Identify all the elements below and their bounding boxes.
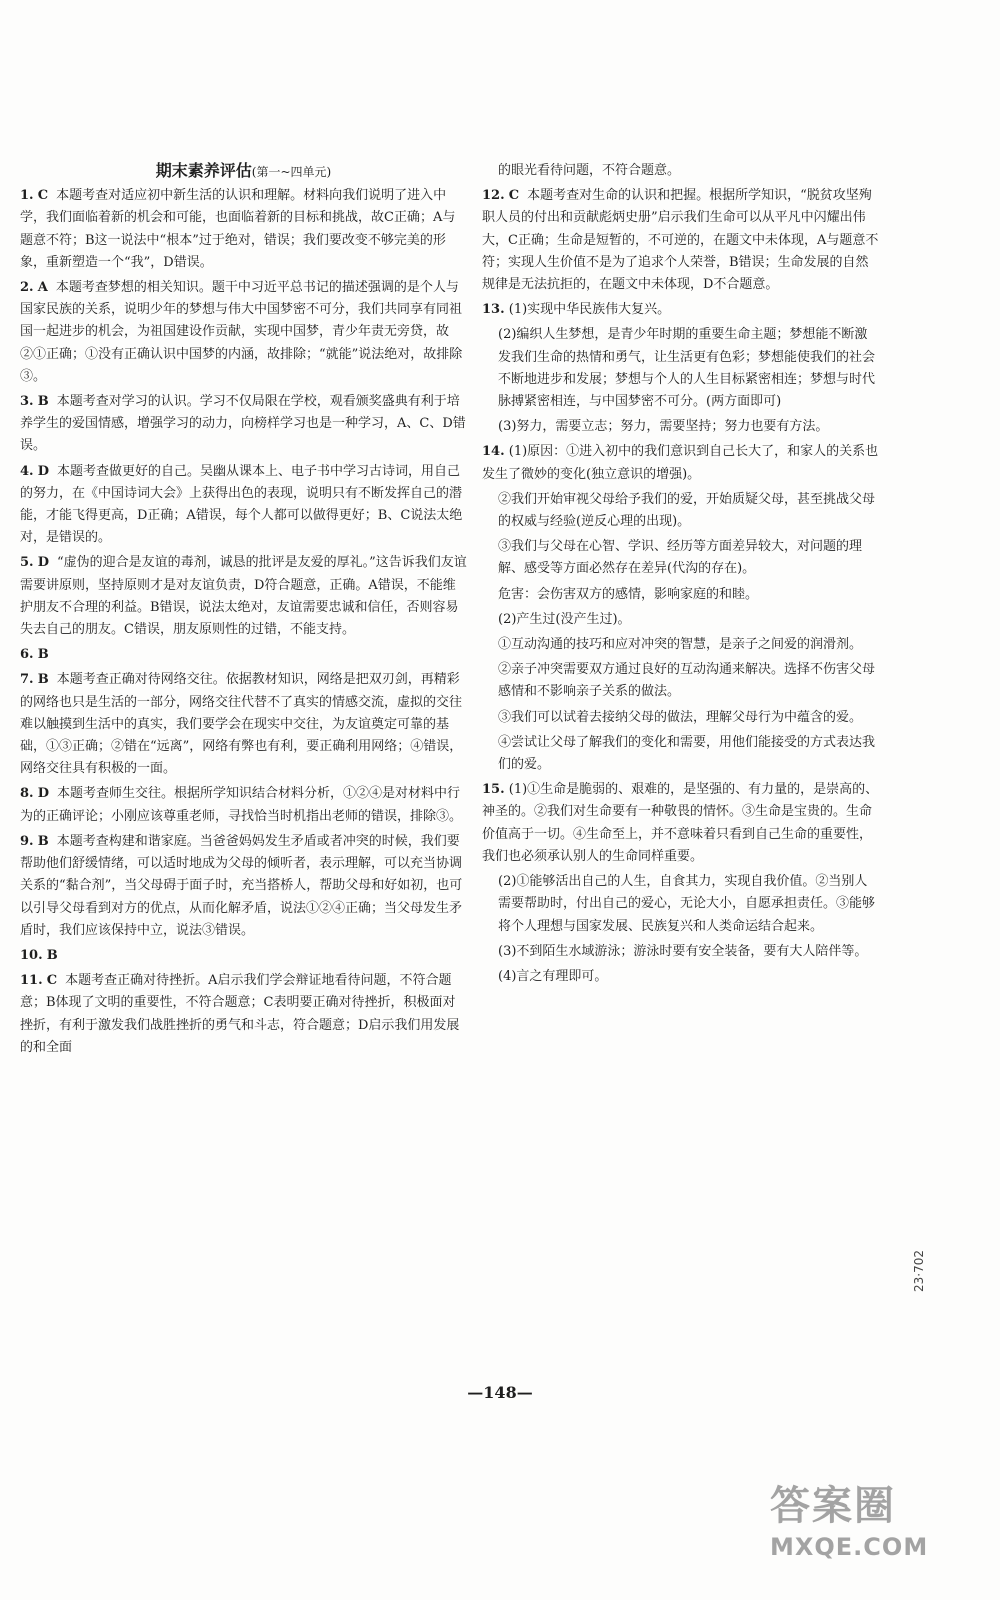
answer-explanation: (4)言之有理即可。 [498,968,608,984]
answer-item [20,185,467,274]
answer-item [20,461,467,550]
answer-item [482,584,880,606]
answer-explanation: ②亲子冲突需要双方通过良好的互动沟通来解决。选择不伤害父母感情和不影响亲子关系的做法。 [498,662,876,700]
answer-item [482,871,880,938]
left-column [20,160,467,1062]
answer-explanation: (2)①能够活出自己的人生，自食其力，实现自我价值。②当别人需要帮助时，付出自己的爱心，无论大小，自愿承担责任。③能够将个人理想与国家发展、民族复兴和人类命运结合起来。 [498,874,876,934]
answer-explanation: 本题考查师生交往。根据所学知识结合材料分析，①②④是对材料中行为的正确评论；小刚应该尊重老师，寻找恰当时机指出老师的错误，排除③。 [20,786,463,824]
answer-explanation: ③我们与父母在心智、学识、经历等方面差异较大，对问题的理解、感受等方面必然存在差异(代沟的存在)。 [498,539,863,577]
question-number: 7. [20,672,34,688]
answer-explanation: 本题考查对学习的认识。学习不仅局限在学校，观看颁奖盛典有利于培养学生的爱国情感，增强学习的动力，向榜样学习也是一种学习，A、C、D错误。 [20,394,466,454]
question-number: 11. [20,973,43,989]
answer-explanation: (1)原因：①进入初中的我们意识到自己长大了，和家人的关系也发生了微妙的变化(独立意识的增强)。 [482,444,879,482]
watermark-logo: 答案圈 [770,1483,896,1529]
answer-explanation: 本题考查对适应初中新生活的认识和理解。材料向我们说明了进入中学，我们面临着新的机会和可能，也面临着新的目标和挑战，故C正确；A与题意不符；B这一说法中“根本”过于绝对，错误；我们要改变不够完美的形象，重新塑造一个“我”，D错误。 [20,188,456,270]
question-number: 1. [20,188,34,204]
answer-explanation: 危害：会伤害双方的感情，影响家庭的和睦。 [498,586,759,602]
answer-item [20,644,467,666]
answer-list-left [20,185,467,1059]
answer-item [482,536,880,580]
answer-explanation: 本题考查做更好的自己。吴幽从课本上、电子书中学习古诗词，用自己的努力，在《中国诗词大会》上获得出色的表现，说明只有不断发挥自己的潜能，才能飞得更高，D正确；A错误，每个人都可以做得更好；B、C说法太绝对，是错误的。 [20,463,463,546]
side-code: 23·702 [912,1250,926,1292]
answer-letter: D [37,555,49,571]
answer-letter: B [46,947,58,963]
answer-explanation: (2)编织人生梦想，是青少年时期的重要生命主题；梦想能不断激发我们生命的热情和勇气，让生活更有色彩；梦想能使我们的社会不断地进步和发展；梦想与个人的人生目标紧密相连；梦想与时代脉搏紧密相连，与中国梦密不可分。(两方面即可) [498,327,876,410]
answer-letter: C [508,188,520,204]
title-main: 期末素养评估 [155,161,252,180]
answer-explanation: 本题考查正确对待网络交往。依据教材知识，网络是把双刃剑，再精彩的网络也只是生活的一部分，网络交往代替不了真实的情感交流，虚拟的交往难以触摸到生活中的真实，我们要学会在现实中交往，为友谊奠定可靠的基础，①③正确；②错在“远离”，网络有弊也有利，要正确利用网络；④错误，网络交往具有积极的一面。 [20,672,463,777]
answer-explanation: 本题考查正确对待挫折。A启示我们学会辩证地看待问题，不符合题意；B体现了文明的重要性，不符合题意；C表明要正确对待挫折，积极面对挫折，有利于激发我们战胜挫折的勇气和斗志，符合题意；D启示我们用发展的和全面 [20,973,460,1055]
question-number: 12. [482,188,505,204]
answer-item [482,489,880,533]
right-column [482,160,880,991]
answer-letter: B [37,833,49,849]
answer-item [482,185,880,296]
answer-explanation: (1)①生命是脆弱的、艰难的，是坚强的、有力量的，是崇高的、神圣的。②我们对生命要有一种敬畏的情怀。③生命是宝贵的。生命价值高于一切。④生命至上，并不意味着只看到自己生命的重要性，我们也必须承认别人的生命同样重要。 [482,782,879,864]
question-number: 15. [482,782,505,798]
question-number: 9. [20,833,34,849]
answer-explanation: 本题考查梦想的相关知识。题干中习近平总书记的描述强调的是个人与国家民族的关系，说明少年的梦想与伟大中国梦密不可分，我们共同享有同祖国一起进步的机会，为祖国建设作贡献，实现中国梦，青少年责无旁贷，故②①正确；①没有正确认识中国梦的内涵，故排除；“就能”说法绝对，故排除③。 [20,280,463,384]
answer-item [482,634,880,656]
answer-letter: D [37,463,49,479]
answer-item [482,416,880,438]
answer-item [20,391,467,458]
answer-explanation: ①互动沟通的技巧和应对冲突的智慧，是亲子之间爱的润滑剂。 [498,637,863,653]
answer-explanation: (1)实现中华民族伟大复兴。 [508,302,671,318]
answer-item [482,609,880,631]
answer-item [20,945,467,967]
answer-item [20,831,467,942]
answer-item [482,324,880,413]
question-number: 5. [20,555,34,571]
answer-explanation: 的眼光看待问题，不符合题意。 [498,163,681,178]
answer-explanation: ②我们开始审视父母给予我们的爱，开始质疑父母，甚至挑战父母的权威与经验(逆反心理的出现)。 [498,491,876,530]
answer-letter: B [37,394,49,410]
answer-item [482,966,880,988]
watermark-domain: MXQE.COM [770,1533,929,1561]
answer-item [482,299,880,321]
watermark [770,1474,980,1584]
answer-item [482,941,880,963]
question-number: 10. [20,947,43,963]
answer-explanation: (3)努力，需要立志；努力，需要坚持；努力也要有方法。 [498,419,829,435]
page-title [20,160,467,183]
answer-item [20,669,467,780]
answer-letter: C [37,188,49,204]
question-number: 13. [482,302,505,318]
answer-item [482,779,880,868]
title-sub: (第一~四单元) [251,165,332,179]
answer-explanation: ③我们可以试着去接纳父母的做法，理解父母行为中蕴含的爱。 [498,709,863,725]
answer-item [482,659,880,703]
answer-explanation: (3)不到陌生水域游泳；游泳时要有安全装备，要有大人陪伴等。 [498,943,868,959]
answer-explanation: 本题考查构建和谐家庭。当爸爸妈妈发生矛盾或者冲突的时候，我们要帮助他们舒缓情绪，可以适时地成为父母的倾听者，表示理解，可以充当协调关系的“黏合剂”，当父母碍于面子时，充当搭桥人，帮助父母和好如初，也可以引导父母看到对方的优点，从而化解矛盾，说法①②④正确；当父母发生矛盾时，我们应该保持中立，说法③错误。 [20,833,463,938]
question-number: 8. [20,786,34,802]
answer-letter: B [37,647,49,663]
answer-item [20,277,467,388]
answer-explanation: 本题考查对生命的认识和把握。根据所学知识，“脱贫攻坚殉职人员的付出和贡献彪炳史册”启示我们生命可以从平凡中闪耀出伟大，C正确；生命是短暂的，不可逆的，在题文中未体现，A与题意不符；实现人生价值不是为了追求个人荣誉，B错误；生命发展的自然规律是无法抗拒的，在题文中未体现，D不合题意。 [482,188,879,293]
answer-item [482,732,880,776]
question-number: 2. [20,280,34,296]
answer-item [20,970,467,1059]
answer-item [482,707,880,729]
page-number: —148— [467,1383,533,1402]
question-number: 6. [20,647,34,663]
answer-explanation: ④尝试让父母了解我们的变化和需要，用他们能接受的方式表达我们的爱。 [498,734,876,773]
answer-item [482,160,880,182]
question-number: 4. [20,463,34,479]
answer-letter: C [46,973,58,989]
answer-letter: A [37,280,48,296]
question-number: 3. [20,394,34,410]
answer-list-right [482,160,880,988]
question-number: 14. [482,444,505,460]
answer-explanation: “虚伪的迎合是友谊的毒剂，诚恳的批评是友爱的厚礼。”这告诉我们友谊需要讲原则，坚持原则才是对友谊负责，D符合题意，正确。A错误，不能维护朋友不合理的利益。B错误，说法太绝对，友谊需要忠诚和信任，否则容易失去自己的朋友。C错误，朋友原则性的过错，不能支持。 [20,555,467,638]
answer-letter: D [37,786,49,802]
answer-item [20,552,467,641]
answer-item [20,783,467,827]
answer-item [482,441,880,485]
answer-explanation: (2)产生过(没产生过)。 [498,611,631,627]
answer-letter: B [37,672,49,688]
